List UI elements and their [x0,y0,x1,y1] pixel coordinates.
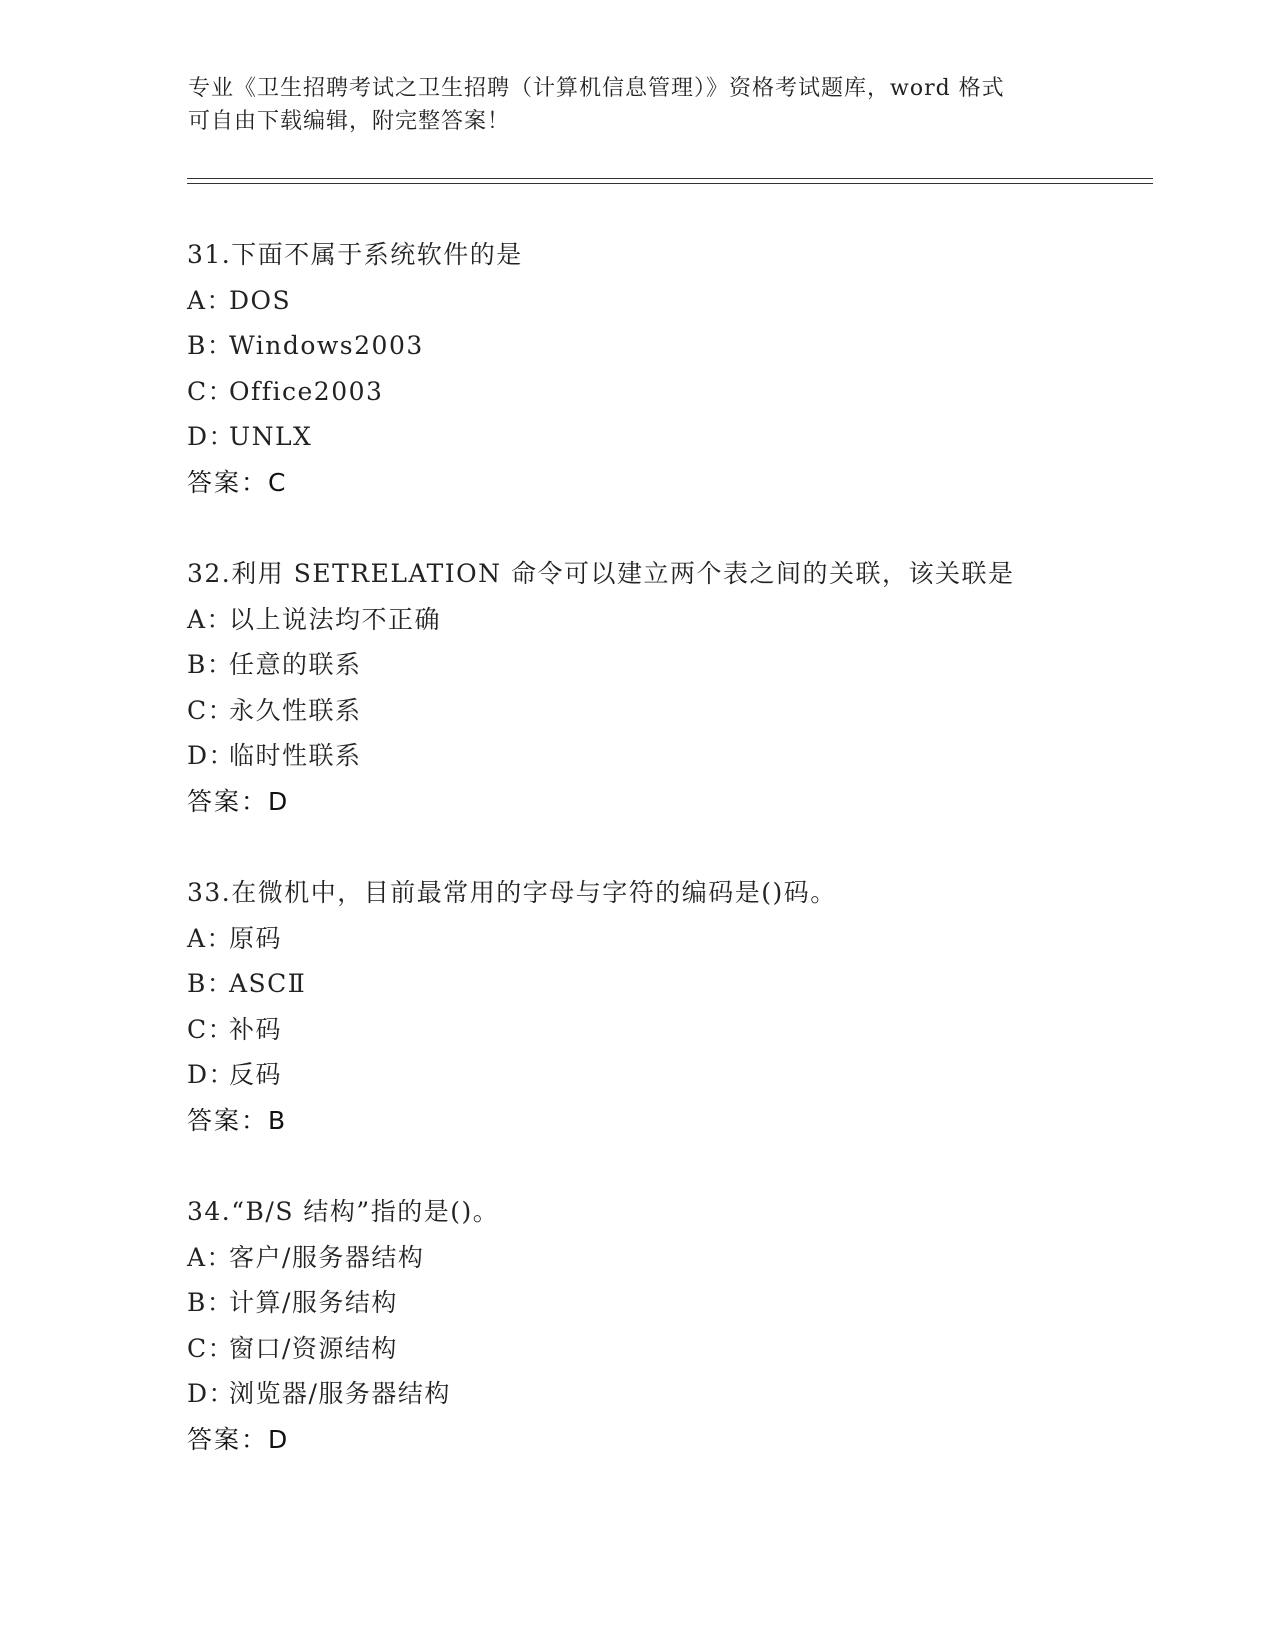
option-a [187,916,1187,962]
option-a [187,278,1187,324]
option-letter: D： [187,741,236,770]
option-letter: A： [187,285,234,315]
header-line-1: 专业《卫生招聘考试之卫生招聘（计算机信息管理）》资格考试题库，word 格式 [188,76,1005,101]
answer-line [187,779,1187,825]
option-letter: D： [187,1060,236,1089]
option-letter: B： [187,969,234,998]
option-text: 任意的联系 [229,650,362,679]
option-text: Windows2003 [229,331,424,360]
question-stem: 33.在微机中，目前最常用的字母与字符的编码是()码。 [187,878,837,907]
option-letter: A： [187,923,234,953]
option-letter: B： [187,650,234,679]
option-text: 计算/服务结构 [229,1288,398,1317]
answer-value: D [268,786,288,816]
option-text: 窗口/资源结构 [229,1333,398,1363]
option-text: 永久性联系 [229,695,362,725]
option-letter: B： [187,331,234,360]
answer-line [187,460,1187,506]
answer-label: 答案： [187,467,269,497]
question-block [187,1189,1187,1462]
answer-line [187,1417,1187,1463]
option-text: ASCⅡ [229,969,307,998]
option-letter: D： [187,1379,236,1408]
option-letter: D： [187,422,236,451]
question-block [187,870,1187,1143]
option-letter: C： [187,695,235,725]
option-text: 以上说法均不正确 [229,604,442,634]
option-text: UNLX [229,422,313,451]
option-letter: C： [187,1333,235,1363]
header-line-2: 可自由下载编辑，附完整答案！ [188,109,511,134]
question-stem: 34.“B/S 结构”指的是()。 [187,1197,500,1226]
answer-line [187,1098,1187,1144]
option-a [187,597,1187,643]
option-letter: B： [187,1288,234,1317]
option-d [187,1052,1187,1098]
option-c [187,688,1187,734]
option-d [187,733,1187,779]
option-text: 临时性联系 [229,741,362,770]
question-block [187,551,1187,824]
option-c [187,1007,1187,1053]
option-b [187,323,1187,369]
option-b [187,1280,1187,1326]
answer-label: 答案： [187,1424,269,1454]
option-c [187,1326,1187,1372]
answer-value: B [268,1105,286,1135]
answer-value: C [268,467,286,497]
option-letter: A： [187,1242,234,1272]
option-text: 原码 [229,923,283,953]
option-text: Office2003 [229,376,384,406]
option-d [187,414,1187,460]
answer-label: 答案： [187,786,269,816]
option-letter: C： [187,1014,235,1044]
question-block [187,232,1187,505]
option-a [187,1235,1187,1281]
option-letter: C： [187,376,235,406]
answer-value: D [268,1424,288,1454]
document-header [188,72,1088,138]
option-text: 客户/服务器结构 [229,1242,425,1272]
option-b [187,642,1187,688]
option-c [187,369,1187,415]
question-stem: 32.利用 SETRELATION 命令可以建立两个表之间的关联，该关联是 [187,559,1015,588]
option-b [187,961,1187,1007]
option-text: DOS [229,285,292,315]
option-letter: A： [187,604,234,634]
header-double-rule [187,178,1153,184]
option-text: 反码 [229,1060,283,1089]
option-text: 补码 [229,1014,283,1044]
question-stem: 31.下面不属于系统软件的是 [187,240,523,269]
option-d [187,1371,1187,1417]
option-text: 浏览器/服务器结构 [229,1379,451,1408]
answer-label: 答案： [187,1105,269,1135]
